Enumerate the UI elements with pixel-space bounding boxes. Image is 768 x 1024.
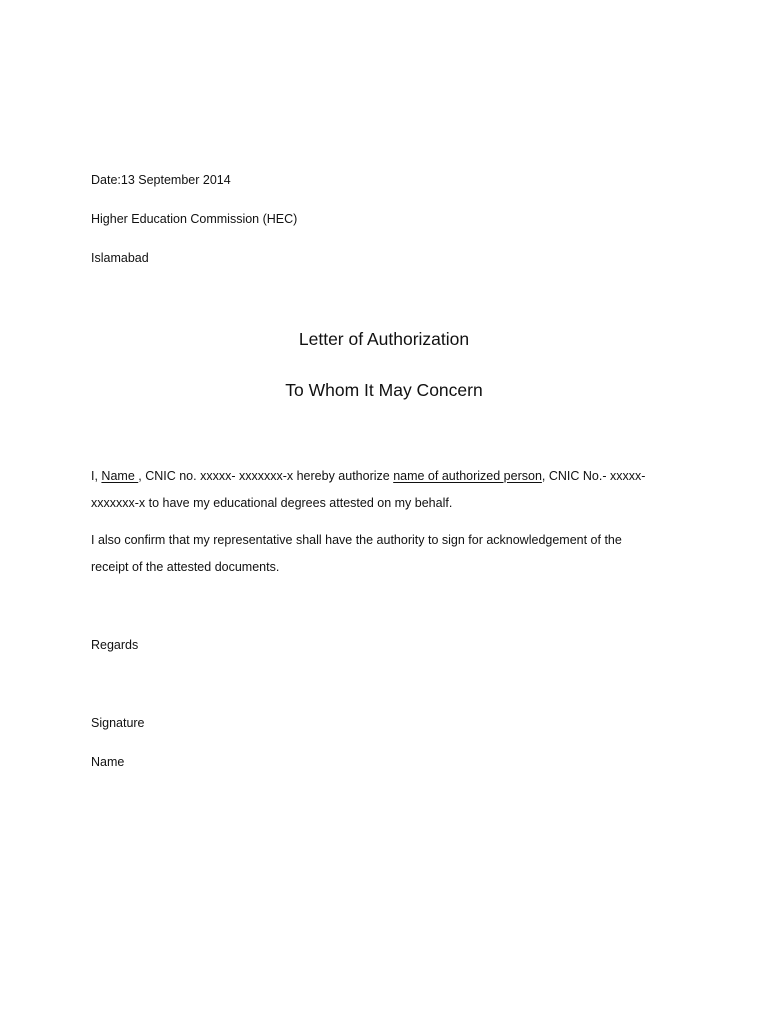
confirmation-paragraph <box>91 527 651 581</box>
name-placeholder: Name <box>101 469 139 483</box>
authorization-paragraph-line-2: xxxxxxx-x to have my educational degrees attested on my behalf. <box>91 496 453 510</box>
p1-cnic-text: , CNIC no. xxxxx- xxxxxxx-x hereby authorize <box>138 469 394 483</box>
signature-line: Signature <box>91 716 145 730</box>
letter-subtitle: To Whom It May Concern <box>285 380 483 400</box>
date-line: Date:13 September 2014 <box>91 173 231 187</box>
p1-cnic-text-2: , CNIC No.- xxxxx- <box>541 469 646 483</box>
regards-line: Regards <box>91 638 139 652</box>
confirmation-paragraph-line-2: receipt of the attested documents. <box>91 560 280 574</box>
authorized-person-placeholder: name of authorized person <box>393 469 542 483</box>
p1-prefix: I, <box>91 469 102 483</box>
city-line: Islamabad <box>91 251 149 265</box>
authorization-paragraph <box>91 463 651 517</box>
letter-title: Letter of Authorization <box>298 329 470 349</box>
recipient-line: Higher Education Commission (HEC) <box>91 212 298 226</box>
name-line: Name <box>91 755 125 769</box>
authorization-paragraph-line-1 <box>91 463 651 490</box>
confirmation-paragraph-line-1: I also confirm that my representative shall have the authority to sign for acknowledgement of the <box>91 533 622 547</box>
